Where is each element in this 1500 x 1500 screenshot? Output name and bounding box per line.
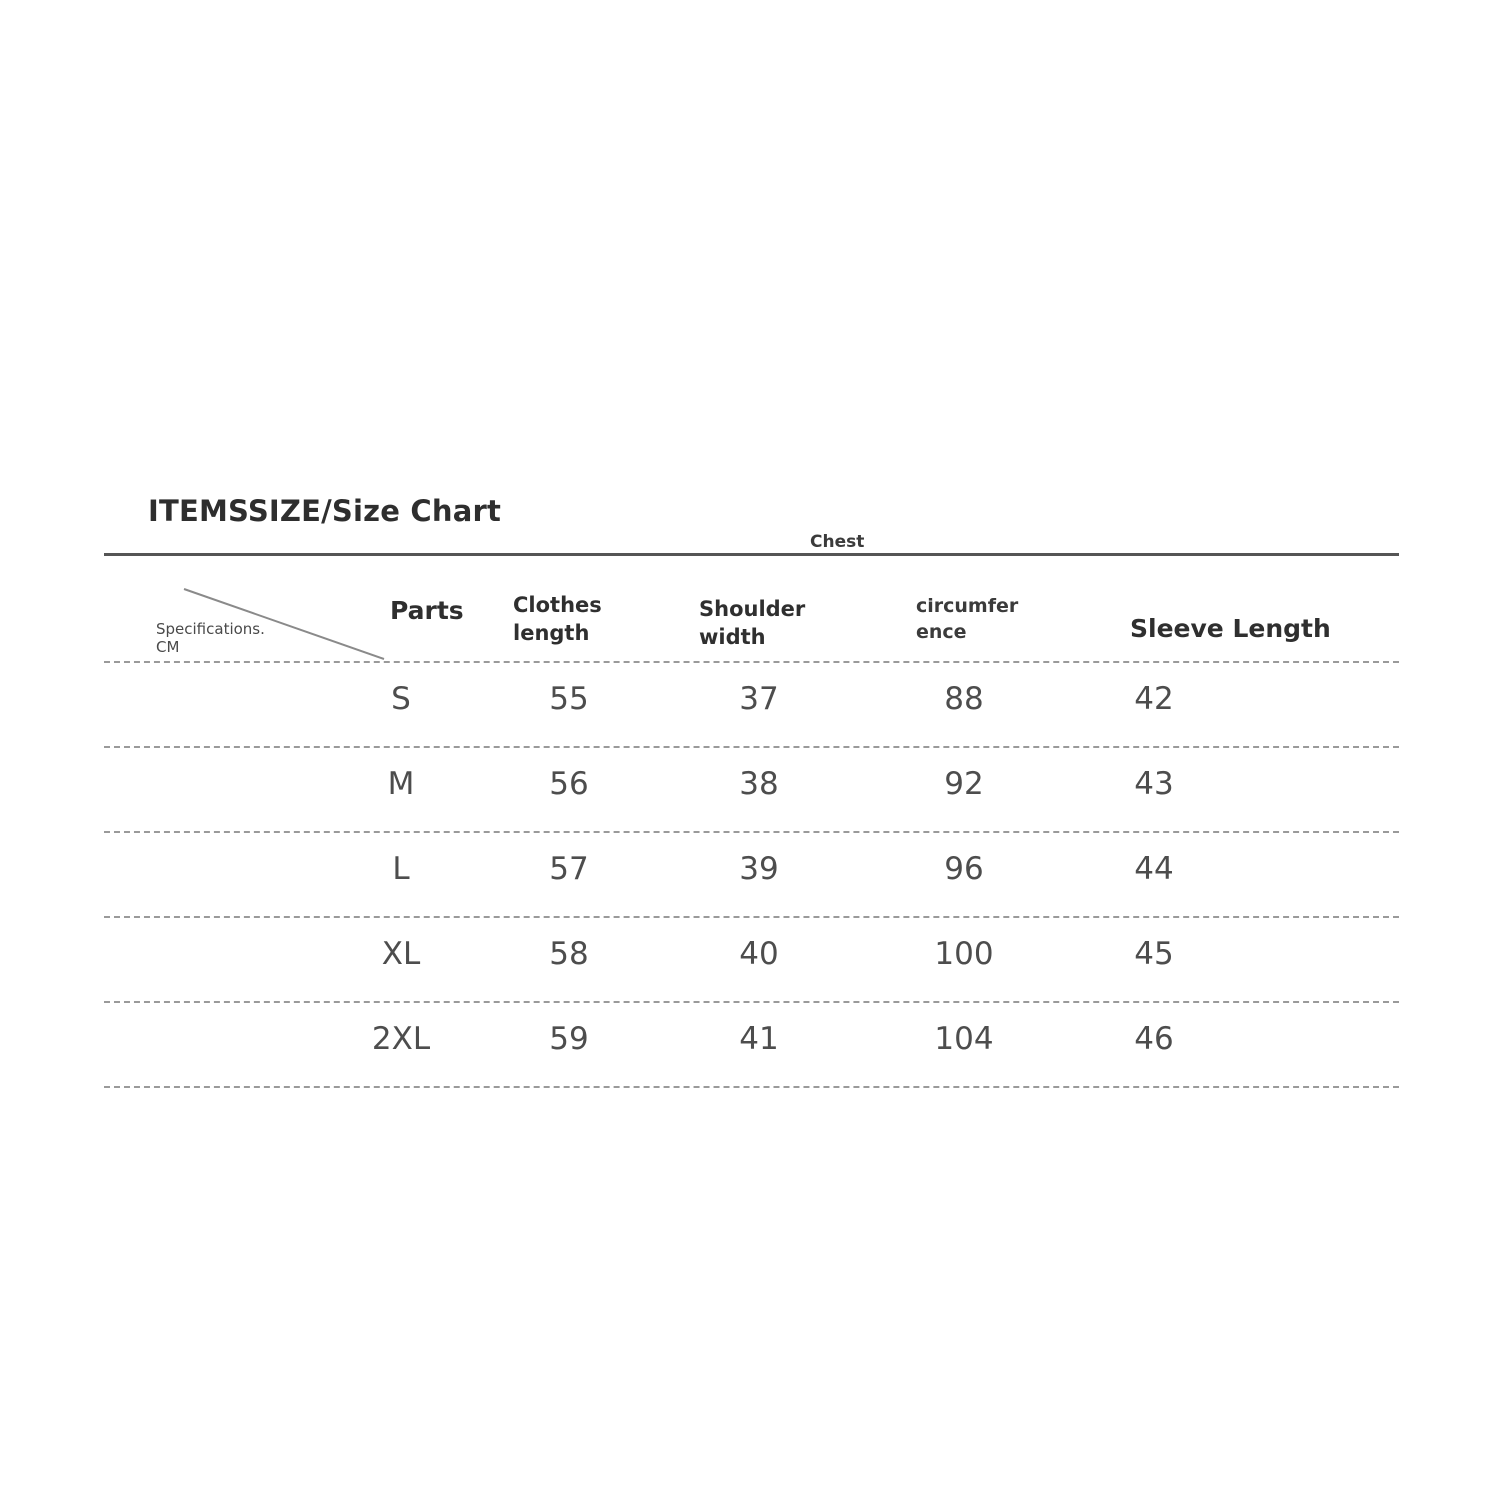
- cell-chest-circumference: 96: [944, 851, 984, 887]
- chest-circumference-line-1: circumfer: [916, 595, 1019, 617]
- cell-shoulder-width: 37: [739, 681, 779, 717]
- cell-shoulder-width: 41: [739, 1021, 779, 1057]
- cell-sleeve-length: 46: [1134, 1021, 1174, 1057]
- cell-chest-circumference: 92: [944, 766, 984, 802]
- shoulder-width-line-2: width: [699, 624, 766, 649]
- clothes-length-line-1: Clothes: [513, 593, 602, 617]
- column-header-parts: Parts: [390, 596, 464, 625]
- cell-chest-circumference: 104: [934, 1021, 994, 1057]
- cell-clothes-length: 55: [549, 681, 589, 717]
- cell-clothes-length: 59: [549, 1021, 589, 1057]
- specifications-line-1: Specifications.: [156, 620, 265, 638]
- cell-clothes-length: 56: [549, 766, 589, 802]
- cell-size: XL: [381, 936, 421, 972]
- cell-clothes-length: 57: [549, 851, 589, 887]
- page-title: ITEMSSIZE/Size Chart: [148, 494, 502, 528]
- size-table: [104, 556, 1399, 1088]
- cell-size: L: [392, 851, 410, 887]
- cell-chest-circumference: 88: [944, 681, 984, 717]
- table-row: [104, 661, 1399, 746]
- cell-sleeve-length: 45: [1134, 936, 1174, 972]
- cell-size: S: [391, 681, 411, 717]
- cell-sleeve-length: 42: [1134, 681, 1174, 717]
- column-header-chest-circumference: [916, 594, 1066, 645]
- shoulder-width-line-1: Shoulder: [699, 597, 806, 621]
- cell-size: M: [387, 766, 415, 802]
- column-header-clothes-length: [513, 592, 643, 648]
- clothes-length-line-2: length: [513, 620, 590, 645]
- specifications-label: [156, 620, 265, 657]
- cell-shoulder-width: 38: [739, 766, 779, 802]
- cell-sleeve-length: 44: [1134, 851, 1174, 887]
- cell-size: 2XL: [371, 1021, 431, 1057]
- cell-shoulder-width: 40: [739, 936, 779, 972]
- table-row: [104, 1001, 1399, 1088]
- specifications-line-2: CM: [156, 638, 180, 657]
- table-row: [104, 831, 1399, 916]
- table-header-row: [104, 556, 1399, 661]
- cell-sleeve-length: 43: [1134, 766, 1174, 802]
- chest-group-label: Chest: [810, 532, 865, 552]
- table-row: [104, 916, 1399, 1001]
- cell-chest-circumference: 100: [934, 936, 994, 972]
- column-header-sleeve-length: Sleeve Length: [1130, 614, 1331, 643]
- column-header-shoulder-width: [699, 596, 859, 652]
- cell-clothes-length: 58: [549, 936, 589, 972]
- cell-shoulder-width: 39: [739, 851, 779, 887]
- table-row: [104, 746, 1399, 831]
- chest-circumference-line-2: ence: [916, 620, 967, 643]
